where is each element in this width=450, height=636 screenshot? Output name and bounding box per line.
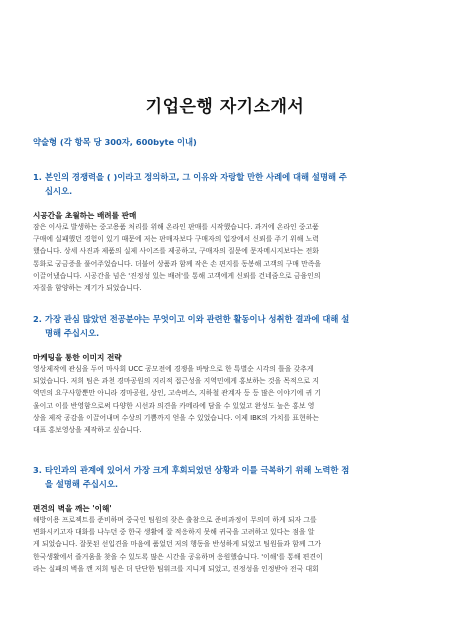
answer-line: 영상제작에 관심을 두어 마사회 UCC 공모전에 경쟁을 바탕으로 한 특별순 시각의 틀을 갖추게 (33, 365, 314, 373)
question-text: 타인과의 관계에 있어서 가장 크게 후회되었던 상황과 이를 극복하기 위해 노력한 점 (45, 465, 350, 475)
answer-line: 변화시키고자 대화를 나누던 중 한국 생활에 잘 적응하지 못해 귀국을 고려하고 있다는 점을 알 (33, 528, 315, 537)
question-number: 2. (33, 314, 42, 324)
answer-line: 상을 제작 공감을 이끌어내며 수상의 기쁨까지 얻을 수 있었습니다. 이제 IBK의 가치를 표현하는 (33, 413, 320, 422)
question-text-cont: 을 설명해 주십시오. (45, 479, 119, 489)
answer-line: 구매에 실패했던 경험이 있기 때문에 저는 판매자보다 구매자의 입장에서 신뢰를 주기 위해 노력 (33, 235, 319, 244)
question-text: 가장 관심 많았던 전공분야는 무엇이고 이와 관련한 활동이나 성취한 결과에 대해 설 (45, 314, 350, 324)
answer-line: 통화로 궁금증을 풀어주었습니다. 더불어 상품과 함께 작은 손 편지를 동봉해 고객의 구매 만족을 (33, 259, 322, 268)
question-1 (33, 170, 425, 198)
question-2 (33, 312, 425, 340)
answer-line: 라는 실패의 벽을 깬 저희 팀은 더 단단한 팀워크를 지니게 되었고, 진정성을 인정받아 전국 대회 (33, 564, 319, 573)
question-text-cont: 십시오. (45, 186, 73, 196)
answer-line: 울이고 이를 반영함으로써 다양한 시선과 의견을 카메라에 담을 수 있었고 완성도 높은 홍보 영 (33, 401, 315, 410)
question-3 (33, 463, 425, 491)
answer-heading-1: 시공간을 초월하는 배려를 판매 (33, 211, 137, 220)
page-title: 기업은행 자기소개서 (145, 97, 305, 117)
question-text: 본인의 경쟁력을 ( )이라고 정의하고, 그 이유와 자랑할 만한 사례에 대해 설명해 주 (45, 172, 347, 182)
answer-heading-2: 마케팅을 통한 이미지 전략 (33, 353, 122, 362)
question-text-cont: 명해 주십시오. (45, 328, 100, 338)
answer-line: 되었습니다. 저희 팀은 과천 경마공원의 지리적 접근성을 지역민에게 홍보하는 것을 목적으로 지 (33, 377, 319, 386)
answer-line: 잠은 이사로 발생하는 중고용품 처리를 위해 온라인 판매를 시작했습니다. 과거에 온라인 중고품 (33, 223, 319, 231)
answer-line: 자질을 함양하는 계기가 되었습니다. (33, 284, 142, 293)
answer-body-3 (33, 514, 425, 575)
answer-line: 이끌어냈습니다. 시공간을 넘은 '진정성 있는 배려'를 통해 고객에게 신뢰를 건네줌으로 금융인의 (33, 271, 321, 280)
answer-body-2 (33, 363, 425, 436)
answer-line: 해방이용 프로젝트를 준비하며 중국인 팀원의 잦은 출참으로 준비과정이 무의미 하게 되자 그를 (33, 516, 317, 524)
answer-body-1 (33, 221, 425, 294)
answer-line: 대표 홍보영상을 제작하고 싶습니다. (33, 426, 142, 435)
answer-line: 역민의 요구사항뿐만 아니라 경마공원, 상인, 고속버스, 지하철 관계자 등 등 많은 이야기에 귀 기 (33, 389, 321, 398)
question-number: 1. (33, 172, 42, 182)
answer-line: 한국생활에서 즐거움을 찾을 수 있도록 많은 시간을 공유하며 응원했습니다. '이해'를 통해 편견이 (33, 552, 323, 561)
question-number: 3. (33, 465, 42, 475)
subtitle: 약술형 (각 항목 당 300자, 600byte 이내) (33, 137, 197, 147)
answer-line: 했습니다. 상세 사진과 제품의 실제 사이즈를 제공하고, 구매자의 질문에 문자메시지보다는 전화 (33, 247, 319, 256)
answer-heading-3: 편견의 벽을 깨는 '이해' (33, 504, 112, 513)
answer-line: 게 되었습니다. 잘못된 선입견을 마음에 품었던 저의 행동을 반성하게 되었고 팀원들과 함께 그가 (33, 540, 322, 549)
